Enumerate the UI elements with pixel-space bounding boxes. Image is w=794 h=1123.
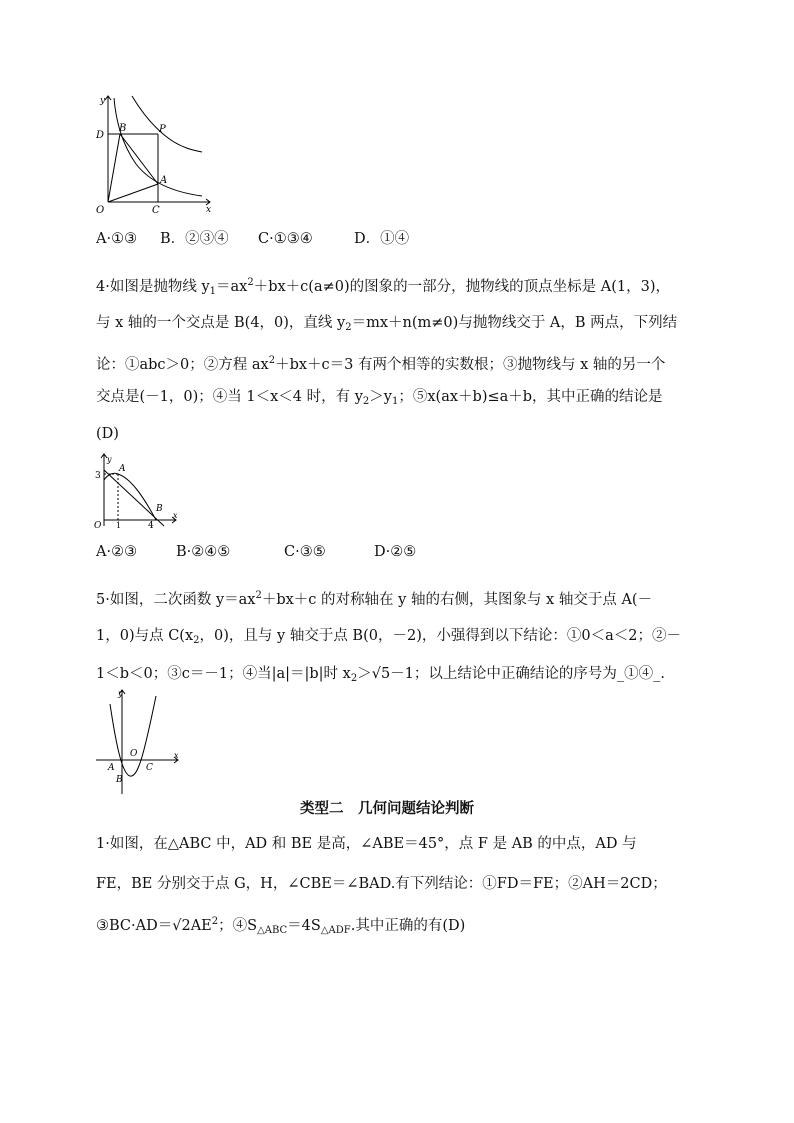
parabola-curve: [104, 473, 156, 520]
g1-line-2: FE，BE 分别交于点 G，H，∠CBE＝∠BAD.有下列结论：①FD＝FE；②AH＝2CD；: [96, 876, 667, 892]
q4-sub: 1: [392, 396, 399, 407]
q4-answer-line: (D): [96, 426, 119, 442]
q5-sup: 2: [255, 590, 262, 601]
q4-option-c: C·③⑤: [284, 544, 326, 560]
q5-text: .: [660, 666, 666, 682]
fig2-label-x: x: [173, 511, 178, 520]
g1-sub: △ABC: [257, 925, 288, 936]
q3-options: [96, 229, 708, 249]
fig3-label-A: A: [108, 763, 115, 773]
q5-text: 1，0)与点 C(x: [96, 628, 194, 644]
q3-option-b: B．②③④: [160, 231, 229, 247]
q3-option-d: D．①④: [354, 231, 410, 247]
line-OA: [108, 184, 158, 202]
g1-text: .其中正确的有(D): [350, 918, 466, 934]
fig1-label-D: D: [96, 130, 105, 141]
q4-sup: 2: [268, 355, 276, 366]
fig3-label-y: y: [118, 689, 123, 698]
g1-text: ＝4S: [287, 918, 321, 934]
g1-text: ；④S: [218, 918, 258, 934]
q4-text: 与 x 轴的一个交点是 B(4，0)，直线 y: [96, 315, 346, 331]
fig1-label-y: y: [100, 96, 106, 106]
outer-curve: [132, 96, 202, 152]
figure-parabola-line: [90, 452, 180, 528]
fig3-label-C: C: [146, 763, 153, 773]
fig2-label-3: 3: [95, 471, 101, 481]
g1-sub: △ADF: [320, 925, 351, 936]
fig3-label-O: O: [130, 749, 138, 759]
fig1-label-C: C: [152, 205, 160, 216]
q5-text: 1＜b＜0；③c＝－1；④当|a|＝|b|时 x: [96, 666, 351, 682]
q4-line-4: [96, 387, 708, 412]
q3-option-c: C·①③④: [258, 231, 313, 247]
q5-text: ，0)，且与 y 轴交于点 B(0，－2)，小强得到以下结论：①0＜a＜2；②－: [199, 628, 681, 644]
q5-sub: 2: [193, 635, 200, 646]
line-OB: [108, 134, 120, 202]
q4-text: 4·如图是抛物线 y: [96, 279, 210, 295]
q4-text: 论：①abc＞0；②方程 ax: [96, 357, 269, 373]
q4-text: ＋bx＋c＝3 有两个相等的实数根；③抛物线与 x 轴的另一个: [275, 357, 666, 373]
q4-sub: 2: [345, 322, 352, 333]
q4-text: ；⑤x(ax＋b)≤a＋b，其中正确的结论是: [398, 389, 663, 405]
q4-options: [96, 542, 708, 562]
q4-line-1: [96, 273, 708, 302]
fig3-label-x: x: [174, 751, 179, 760]
q4-sub: 2: [362, 396, 370, 407]
fig2-label-B: B: [156, 504, 163, 514]
q4-text: 交点是(－1，0)；④当 1＜x＜4 时，有 y: [96, 389, 363, 405]
g1-line-3: [96, 912, 708, 941]
q4-option-a: A·②③: [96, 544, 138, 560]
q4-sub: 1: [209, 286, 217, 297]
fig2-label-O: O: [94, 521, 102, 528]
q4-sup: 2: [247, 277, 254, 288]
q5-line-3: [96, 664, 708, 689]
fig3-label-B: B: [116, 775, 123, 785]
fig1-label-x: x: [206, 205, 212, 215]
fig1-label-B: B: [119, 123, 127, 134]
q5-line-2: [96, 626, 708, 651]
q4-line-3: [96, 351, 708, 375]
q4-text: ＋bx＋c(a≠0)的图象的一部分，抛物线的顶点坐标是 A(1，3)，: [253, 279, 670, 295]
fig2-label-4: 4: [148, 521, 154, 528]
fig1-label-A: A: [160, 175, 168, 186]
q4-text: ＞y: [369, 389, 392, 405]
line-AB: [104, 470, 164, 526]
figure-parabola-up: [92, 684, 182, 796]
q4-text: ＝mx＋n(m≠0)与抛物线交于 A，B 两点，下列结: [351, 315, 678, 331]
fig2-label-y: y: [107, 455, 112, 464]
q5-text: ＞√5－1；以上结论中正确结论的序号为: [357, 666, 617, 682]
q5-sub: 2: [350, 673, 358, 684]
section-title: 类型二 几何问题结论判断: [300, 800, 474, 817]
figure-hyperbola-rectangle: [92, 92, 216, 220]
g1-line-1: 1·如图，在△ABC 中，AD 和 BE 是高，∠ABE＝45°，点 F 是 AB 的中点，AD 与: [96, 836, 637, 852]
q5-text: ＋bx＋c 的对称轴在 y 轴的右侧，其图象与 x 轴交于点 A(－: [261, 592, 653, 608]
g1-sup: 2: [211, 916, 219, 927]
fig1-label-P: P: [159, 124, 166, 135]
q5-line-1: [96, 586, 708, 610]
q4-option-d: D·②⑤: [374, 544, 417, 560]
g1-text: ③BC·AD＝√2AE: [96, 918, 212, 934]
q3-option-a: A·①③: [96, 231, 138, 247]
fig2-label-1: 1: [116, 521, 122, 528]
q5-text: 5·如图，二次函数 y＝ax: [96, 592, 256, 608]
q4-line-2: [96, 313, 708, 338]
q4-text: ＝ax: [216, 279, 248, 295]
fig2-label-A: A: [119, 464, 126, 474]
line-BA: [120, 134, 158, 184]
fig1-label-O: O: [96, 205, 105, 216]
q4-option-b: B·②④⑤: [176, 544, 231, 560]
q5-answer: _①④_: [616, 666, 661, 682]
